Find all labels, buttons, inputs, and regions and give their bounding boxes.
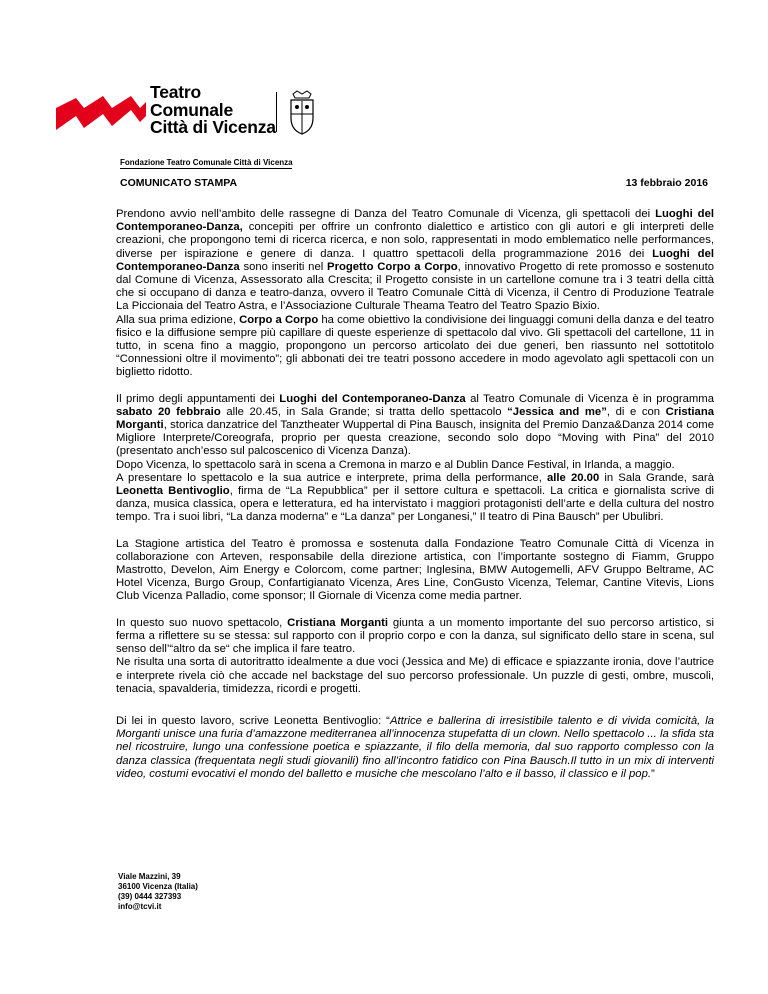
- footer-address: [118, 872, 198, 912]
- address-city: 36100 Vicenza (Italia): [118, 882, 198, 891]
- paragraph-new-show: In questo suo nuovo spettacolo, Cristiana Morganti giunta a un momento importante del suo percorso artistico, si ferma a riflettere su se stessa: sul rapporto con il proprio corpo e con la danza, sul significato dello stare in scena, sul senso dell’“altro da se“ che implica il fare teatro.: [116, 616, 714, 656]
- address-phone: (39) 0444 327393: [118, 892, 182, 901]
- paragraph-quote: Di lei in questo lavoro, scrive Leonetta Bentivoglio: “Attrice e ballerina di irresistibile talento e di vivida comicità, la Morganti unisce una furia d’amazzone mediterranea all’innocenza stupefatta di un clown. Nello spettacolo ... la sfida sta nel ricostruire, lungo una confessione poetica e spiazzante, il filo della memoria, dal suo rapporto complesso con la danza classica (frequentata negli studi giovanili) fino all’incontro fatidico con Pina Bausch.Il tutto in un mix di interventi video, costumi evocativi el mondo del balletto e musiche che mescolano l’alto e il basso, il classico e il pop.”: [116, 714, 714, 780]
- press-release-label: COMUNICATO STAMPA: [120, 177, 238, 189]
- city-crest-icon: [287, 90, 317, 136]
- foundation-name: Fondazione Teatro Comunale Città di Vicenza: [120, 158, 293, 167]
- address-email[interactable]: info@tcvi.it: [118, 902, 162, 911]
- paragraph-corpo-a-corpo: Alla sua prima edizione, Corpo a Corpo ha come obiettivo la condivisione dei linguaggi comuni della danza e del teatro fisico e la diffusione sempre più capillare di queste esperienze di spettacolo dal vivo. Gli spettacoli del cartellone, 11 in tutto, in scena fino a maggio, propongono un percorso articolato dei due generi, ben riassunto nel sottotitolo “Connessioni oltre il movimento”; gli abbonati dei tre teatri possono accedere in modo agevolato agli spettacoli con un biglietto ridotto.: [116, 313, 714, 379]
- paragraph-intro: Prendono avvio nell’ambito delle rassegne di Danza del Teatro Comunale di Vicenza, gli spettacoli dei Luoghi del Contemporaneo-Danza, concepiti per offrire un confronto dialettico e artistico con gli autori e gli interpreti delle creazioni, che propongono temi di ricerca ricerca, e non solo, rappresentati in modo emblematico nelle performances, diverse per ispirazione e genere di danza. I quattro spettacoli della programmazione 2016 dei Luoghi del Contemporaneo-Danza sono inseriti nel Progetto Corpo a Corpo, innovativo Progetto di rete promosso e sostenuto dal Comune di Vicenza, Assessorato alla Crescita; il Progetto consiste in un cartellone comune tra i 3 teatri della città che si occupano di danza e teatro-danza, ovvero il Teatro Comunale Città di Vicenza, il Centro di Produzione Teatrale La Piccionaia del Teatro Astra, e l’Associazione Culturale Theama Teatro del Teatro Spazio Bixio.: [116, 208, 715, 313]
- logo-divider: [276, 92, 277, 132]
- brand-name: [150, 84, 276, 137]
- paragraph-presenter: A presentare lo spettacolo e la sua autrice e interprete, prima della performance, alle 20.00 in Sala Grande, sarà Leonetta Bentivoglio, firma de “La Repubblica” per il settore cultura e spettacoli. La critica e giornalista scrive di danza, musica classica, opera e letteratura, ed ha intervistato i maggiori protagonisti dell’arte e della cultura del nostro tempo. Tra i suoi libri, “La danza moderna” e “La danza” per Longanesi,” Il teatro di Pina Bausch” per Ubulibri.: [116, 471, 714, 524]
- brand-line-1: Teatro: [150, 82, 201, 102]
- address-street: Viale Mazzini, 39: [118, 872, 181, 881]
- brand-line-3: Città di Vicenza: [150, 117, 276, 137]
- header-rule: [120, 168, 292, 169]
- paragraph-sponsors: La Stagione artistica del Teatro è promossa e sostenuta dalla Fondazione Teatro Comunale Città di Vicenza in collaborazione con Arteven, responsabile della direzione artistica, con l’importante sostegno di Fiamm, Gruppo Mastrotto, Develon, Aim Energy e Colorcom, come partner; Inglesina, BMW Autogemelli, AFV Gruppo Beltrame, AC Hotel Vicenza, Burgo Group, Confartigianato Vicenza, Ares Line, ConGusto Vicenza, Telemar, Cantine Vitevis, Lions Club Vicenza Palladio, come sponsor; Il Giornale di Vicenza come media partner.: [116, 537, 714, 603]
- brand-line-2: Comunale: [150, 99, 233, 120]
- paragraph-tour: Dopo Vicenza, lo spettacolo sarà in scena a Cremona in marzo e al Dublin Dance Festival, in Irlanda, a maggio.: [116, 458, 675, 471]
- release-date: 13 febbraio 2016: [625, 177, 708, 189]
- press-release-body: [116, 208, 714, 781]
- logo-zigzag-mark: [56, 96, 146, 130]
- paragraph-self-portrait: Ne risulta una sorta di autoritratto idealmente a due voci (Jessica and Me) di efficace e spiazzante ironia, dove l’autrice e interprete rivela ciò che accade nel backstage del suo percorso professionale. Un puzzle di gesti, ombre, muscoli, tenacia, spavalderia, timidezza, ricordi e progetti.: [116, 656, 714, 695]
- paragraph-first-show: Il primo degli appuntamenti dei Luoghi del Contemporaneo-Danza al Teatro Comunale di Vicenza è in programma sabato 20 febbraio alle 20.45, in Sala Grande; si tratta dello spettacolo “Jessica and me”, di e con Cristiana Morganti, storica danzatrice del Tanztheater Wuppertal di Pina Bausch, insignita del Premio Danza&Danza 2014 come Migliore Interprete/Coreografa, proprio per questa creazione, secondo solo dopo “Moving with Pina” del 2010 (presentato anch’esso sul palcoscenico di Vicenza Danza).: [116, 392, 715, 458]
